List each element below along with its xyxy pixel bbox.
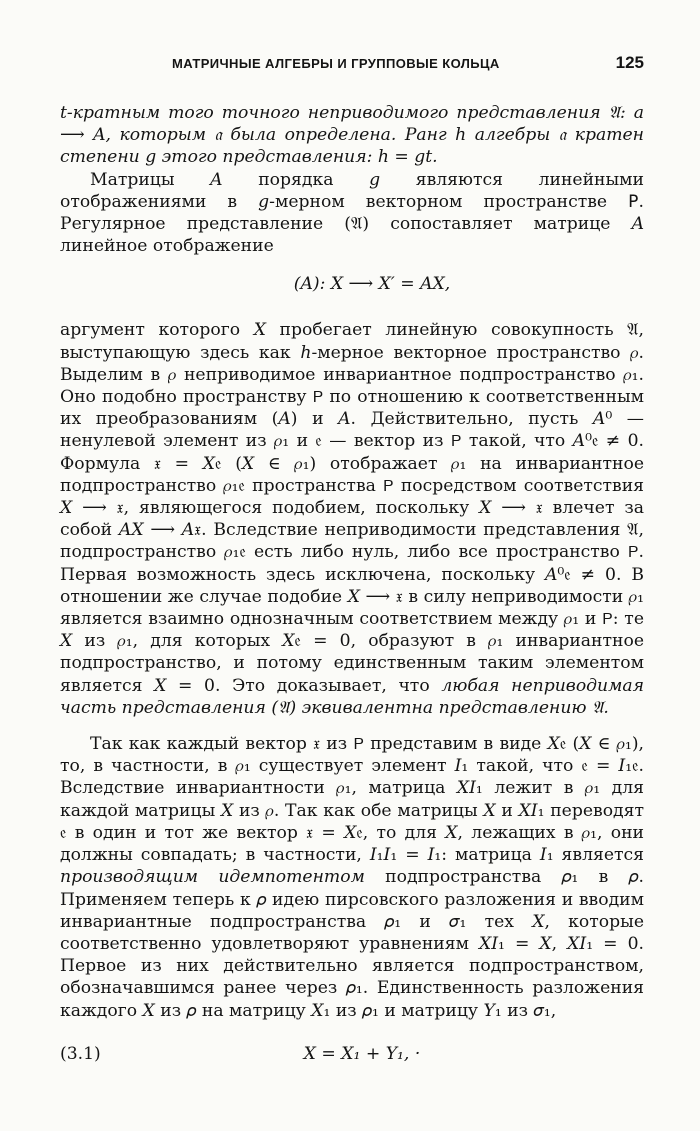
running-title: МАТРИЧНЫЕ АЛГЕБРЫ И ГРУППОВЫЕ КОЛЬЦА — [172, 56, 500, 71]
paragraph-1: 𝑡-кратным того точного неприводимого представления 𝔄: 𝑎 ⟶ 𝐴, которым 𝔞 была определена. Ранг ℎ алгебры 𝔞 кратен степени 𝑔 этого представления: ℎ = 𝑔𝑡. — [60, 103, 644, 168]
paragraph-gap — [60, 719, 644, 733]
paragraph-3 — [60, 319, 644, 719]
equation-number: (3.1) — [60, 1043, 101, 1064]
page-header — [60, 53, 644, 75]
paragraph-4-text-b: подпространства 𝜌₁ в 𝜌. Применяем теперь к 𝜌 идею пирсовского разложения и вводим инвариантные подпространства 𝜌₁ и 𝜎₁ тех 𝑋, которые соответственно удовлетворяют уравнениям 𝑋𝐼₁ = 𝑋, 𝑋𝐼₁ = 0. Первое из них действительно является подпространством, обозначавшимся ранее через 𝜌₁. Единственность разложения каждого 𝑋 из 𝜌 на матрицу 𝑋₁ из 𝜌₁ и матрицу 𝑌₁ из 𝜎₁, — [60, 867, 644, 1021]
paragraph-4 — [60, 733, 644, 1022]
paragraph-4-italic: производящим идемпотентом — [60, 867, 365, 888]
paragraph-3-italic: любая неприводимая часть представления (𝔄) эквивалентна представлению 𝔄. — [60, 675, 645, 718]
display-formula-1: (𝐴): 𝑋 ⟶ 𝑋′ = 𝐴𝑋, — [293, 274, 451, 295]
display-formula-2 — [60, 1032, 644, 1076]
paragraph-3-text: аргумент которого 𝑋 пробегает линейную совокупность 𝔄, выступающую здесь как ℎ-мерное векторное пространство 𝜌. Выделим в 𝜌 неприводимое инвариантное подпространство 𝜌₁. Оно подобно пространству 𝖯 по отношению к соответственным их преобразованиям (𝐴) и 𝐴. Действительно, пусть 𝐴⁰ — ненулевой элемент из 𝜌₁ и 𝔢 — вектор из 𝖯 такой, что 𝐴⁰𝔢 ≠ 0. Формула 𝔵 = 𝑋𝔢 (𝑋 ∈ 𝜌₁) отображает 𝜌₁ на инвариантное подпространство 𝜌₁𝔢 пространства 𝖯 посредством соответствия 𝑋 ⟶ 𝔵, являющегося подобием, поскольку 𝑋 ⟶ 𝔵 влечет за собой 𝐴𝑋 ⟶ 𝐴𝔵. Вследствие неприводимости представления 𝔄, подпространство 𝜌₁𝔢 есть либо нуль, либо все пространство 𝖯. Первая возможность здесь исключена, поскольку 𝐴⁰𝔢 ≠ 0. В отношении же случае подобие 𝑋 ⟶ 𝔵 в силу неприводимости 𝜌₁ является взаимно однозначным соответствием между 𝜌₁ и 𝖯: те 𝑋 из 𝜌₁, для которых 𝑋𝔢 = 0, образуют в 𝜌₁ инвариантное подпространство, и потому единственным таким элементом является 𝑋 = 0. Это доказывает, что — [60, 320, 644, 696]
paragraph-2: Матрицы 𝐴 порядка 𝑔 являются линейными отображениями в 𝑔-мерном векторном пространстве 𝖯. Регулярное представление (𝔄) сопоставляет матрице 𝐴 линейное отображение — [60, 169, 644, 257]
text-block — [60, 102, 644, 1076]
equation-text: 𝑋 = 𝑋₁ + 𝑌₁, · — [303, 1043, 421, 1064]
paragraph-4-text-a: Так как каждый вектор 𝔵 из 𝖯 представим в виде 𝑋𝔢 (𝑋 ∈ 𝜌₁), то, в частности, в 𝜌₁ существует элемент 𝐼₁ такой, что 𝔢 = 𝐼₁𝔢. Вследствие инвариантности 𝜌₁, матрица 𝑋𝐼₁ лежит в 𝜌₁ для каждой матрицы 𝑋 из 𝜌. Так как обе матрицы 𝑋 и 𝑋𝐼₁ переводят 𝔢 в один и тот же вектор 𝔵 = 𝑋𝔢, то для 𝑋, лежащих в 𝜌₁, они должны совпадать; в частности, 𝐼₁𝐼₁ = 𝐼₁: матрица 𝐼₁ является — [60, 734, 644, 866]
page-number: 125 — [615, 53, 644, 72]
